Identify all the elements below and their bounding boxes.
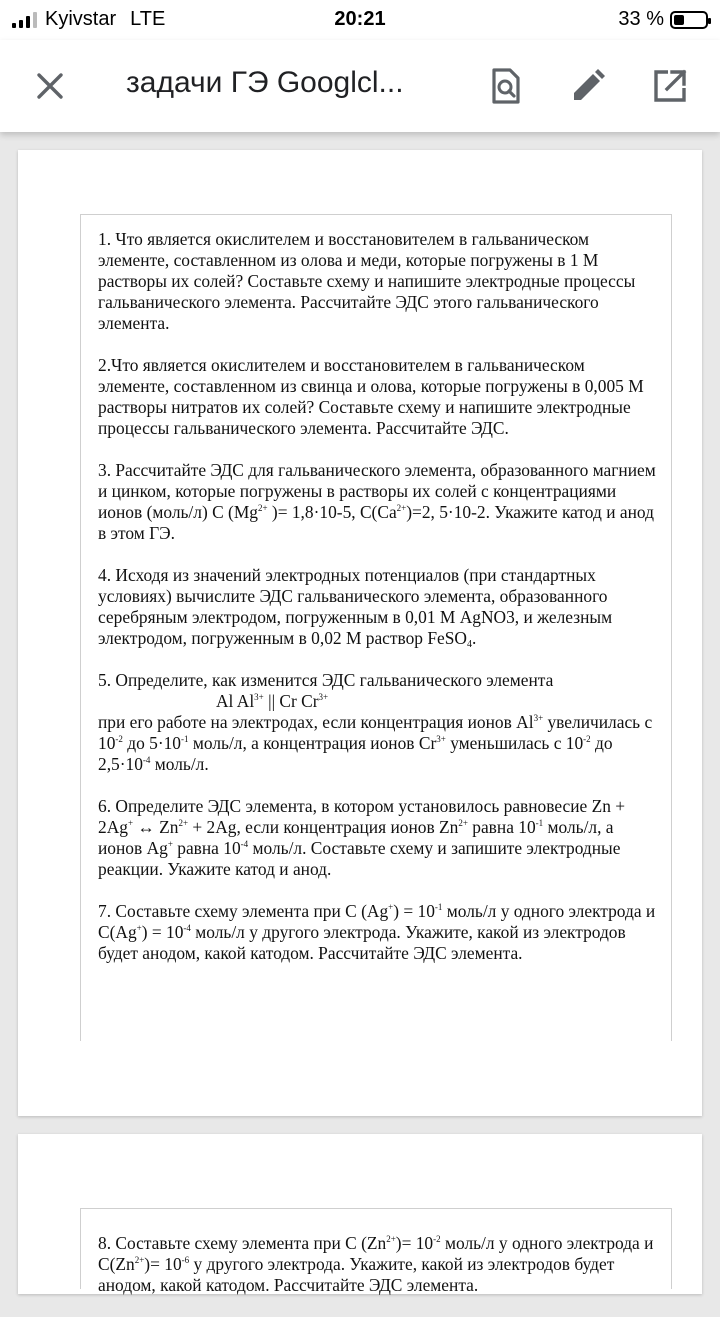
document-content-page-2 [98, 1233, 658, 1317]
task-7: 7. Составьте схему элемента при С $(Ag^+) = 10^{-1}$ моль/л у одного электрода и $С(Ag^+) = 10^{-4}$ моль/л у другого электрода. Укажите, какой из электродов будет анодом, какой катодом. Рассчитайте ЭДС элемента. [98, 901, 656, 963]
task-5: 5. Определите, как изменится ЭДС гальванического элемента Al $Al^{3+}$ || Cr $Cr^{3+}$ при его работе на электродах, если концентрация ионов $Al^{3+}$ увеличилась с $10^{-2}$ до $5\cdot 10^{-1}$ моль/л, а концентрация ионов $Cr^{3+}$ уменьшилась с $10^{-2}$ до $2,5\cdot 10^{-4}$ моль/л. [98, 670, 653, 774]
open-external-icon[interactable] [648, 64, 692, 108]
network-type: LTE [130, 8, 166, 30]
carrier-name: Kyivstar [45, 8, 117, 30]
document-content [98, 229, 658, 985]
battery-status [618, 8, 708, 31]
task-8: 8. Составьте схему элемента при С $(Zn^{2+})= 10^{-2}$ моль/л у одного электрода и $С(Zn^{2+})= 10^{-6}$ у другого электрода. Укажите, какой из электродов будет анодом, какой катодом. Рассчитайте ЭДС элемента. [98, 1233, 654, 1295]
clock: 20:21 [334, 8, 386, 30]
task-6: 6. Определите ЭДС элемента, в котором установилось равновесие Zn + 2Ag+ ↔ $Zn^{2+} + 2Ag$, если концентрация ионов $Zn^{2+}$ равна $10^{-1}$ моль/л, а ионов Ag+ равна $10^{-4}$ моль/л. Составьте схему и запишите электродные реакции. Укажите катод и анод. [98, 796, 626, 879]
task-4: 4. Исходя из значений электродных потенциалов (при стандартных условиях) вычислите ЭДС гальванического элемента, образованного серебряным электродом, погруженным в 0,01 М AgNO3, и железным электродом, погруженным в 0,02 М раствор FeSO$_4$. [98, 565, 613, 650]
task-2: 2.Что является окислителем и восстановителем в гальваническом элементе, составленном из свинца и олова, которые погружены в 0,005 М растворы нитратов их солей? Составьте схему и напишите электродные процессы гальванического элемента. Рассчитайте ЭДС. [98, 355, 644, 438]
galvanic-scheme: Al $Al^{3+}$ || Cr $Cr^{3+}$ [216, 691, 329, 711]
battery-icon [670, 11, 708, 29]
battery-percent: 33 % [618, 8, 664, 30]
task-1: 1. Что является окислителем и восстановителем в гальваническом элементе, составленном из олова и меди, которые погружены в 1 М растворы их солей? Составьте схему и напишите электродные процессы гальванического элемента. Рассчитайте ЭДС этого гальванического элемента. [98, 229, 636, 333]
task-3: 3. Рассчитайте ЭДС для гальванического элемента, образованного магнием и цинком, которые погружены в растворы их солей с концентрациями ионов (моль/л) С ($Mg^{2+}$ )= 1,8·10-5, $С(Ca^{2+})=2$, 5·10-2. Укажите катод и анод в этом ГЭ. [98, 460, 656, 543]
pencil-icon[interactable] [566, 64, 610, 108]
find-in-page-icon[interactable] [484, 64, 528, 108]
status-bar [0, 0, 720, 40]
app-toolbar [0, 40, 720, 132]
close-icon[interactable] [30, 66, 70, 106]
document-title: задачи ГЭ Googlcl... [126, 66, 404, 99]
